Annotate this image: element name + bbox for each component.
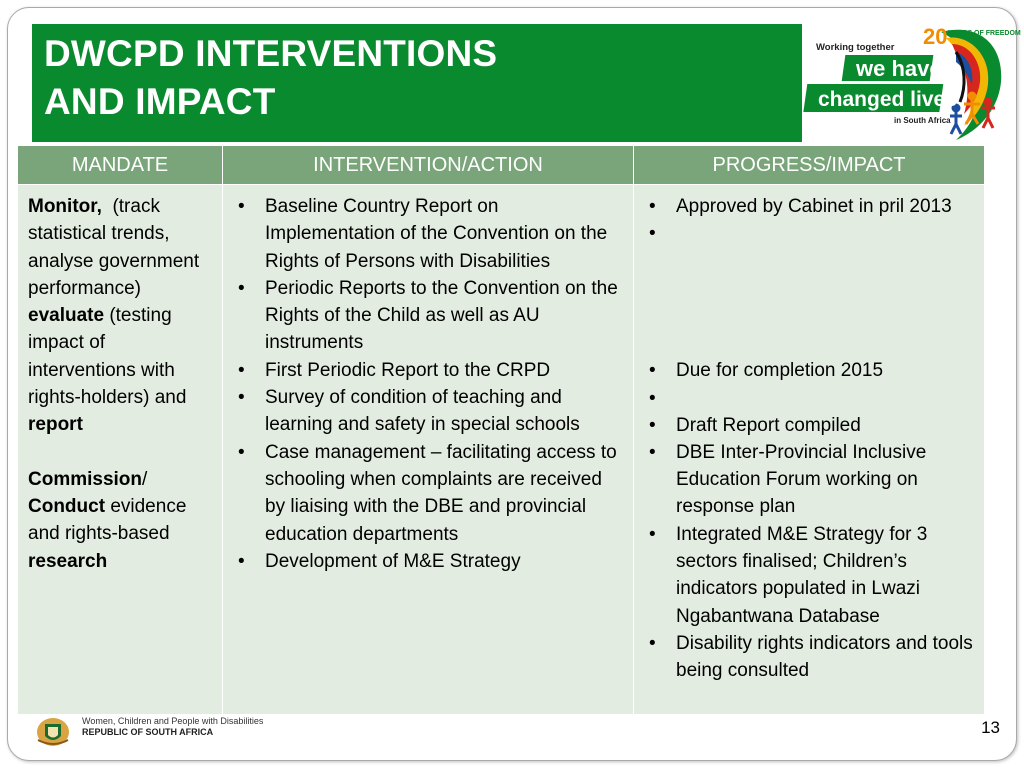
list-item: • Survey of condition of teaching and learning and safety in special schools [233,384,627,439]
list-item: • Development of M&E Strategy [233,548,627,575]
list-item: • DBE Inter-Provincial Inclusive Education Forum working on response plan [644,439,978,521]
logo-line-2: changed lives [818,88,957,111]
footer-department-name: Women, Children and People with Disabilities [82,716,264,726]
mandate-monitor: Monitor, [28,196,102,217]
list-item: • Case management – facilitating access to schooling when complaints are received by liaising with the DBE and provincial education departments [233,439,627,548]
intervention-list [233,193,627,575]
mandate-report: report [28,414,83,436]
slide-title-line-1: DWCPD INTERVENTIONS [44,33,498,74]
progress-list [644,193,978,685]
page-number: 13 [981,718,1000,737]
mandate-evaluate: evaluate [28,305,105,327]
intervention-cell [223,185,634,715]
mandate-cell [18,185,223,715]
mandate-conduct: Conduct [28,495,106,517]
mandate-slash: / [142,468,148,490]
mandate-commission: Commission [28,468,143,490]
slide-title [44,30,497,126]
logo-line-3: in South Africa [894,116,951,125]
mandate-paragraph [28,193,216,439]
mandate-conduct-text: evidence and rights-based [28,495,187,545]
list-item: • Periodic Reports to the Convention on the Rights of the Child as well as AU instruments [233,275,627,357]
mandate-research: research [28,550,108,572]
list-item: • Disability rights indicators and tools being consulted [644,630,978,685]
logo-line-1: we have [856,56,942,81]
list-item: • Integrated M&E Strategy for 3 sectors finalised; Children’s indicators populated in Lwazi Ngabantwana Database [644,521,978,630]
logo-tagline: Working together [816,42,895,53]
header-progress: PROGRESS/IMPACT [634,146,985,185]
spacer [644,385,978,412]
list-item: • First Periodic Report to the CRPD [233,357,627,384]
spacer [644,220,978,357]
list-item: • Approved by Cabinet in pril 2013 [644,193,978,220]
mandate-monitor-text: (track statistical trends, analyse government performance) [28,196,200,299]
logo-badge-number: 20 [923,24,948,49]
logo-badge-text: YEARS OF FREEDOM [948,30,1021,37]
table-row [18,185,985,715]
slide-title-line-2: AND IMPACT [44,81,276,122]
twenty-years-freedom-logo [806,22,1021,144]
list-item: • Draft Report compiled [644,412,978,439]
table-header-row [18,146,985,185]
header-mandate: MANDATE [18,146,223,185]
mandate-evaluate-text: (testing impact of interventions with rights-holders) and [28,305,187,409]
footer-country: REPUBLIC OF SOUTH AFRICA [82,727,214,737]
list-item: • Due for completion 2015 [644,357,978,384]
list-item: • Baseline Country Report on Implementation of the Convention on the Rights of Persons with Disabilities [233,193,627,275]
title-bar [32,24,802,142]
footer-department [82,716,263,738]
progress-cell [634,185,985,715]
coat-of-arms-icon [30,712,76,748]
mandate-research-paragraph [28,466,216,575]
header-intervention: INTERVENTION/ACTION [223,146,634,185]
interventions-table [17,145,985,715]
